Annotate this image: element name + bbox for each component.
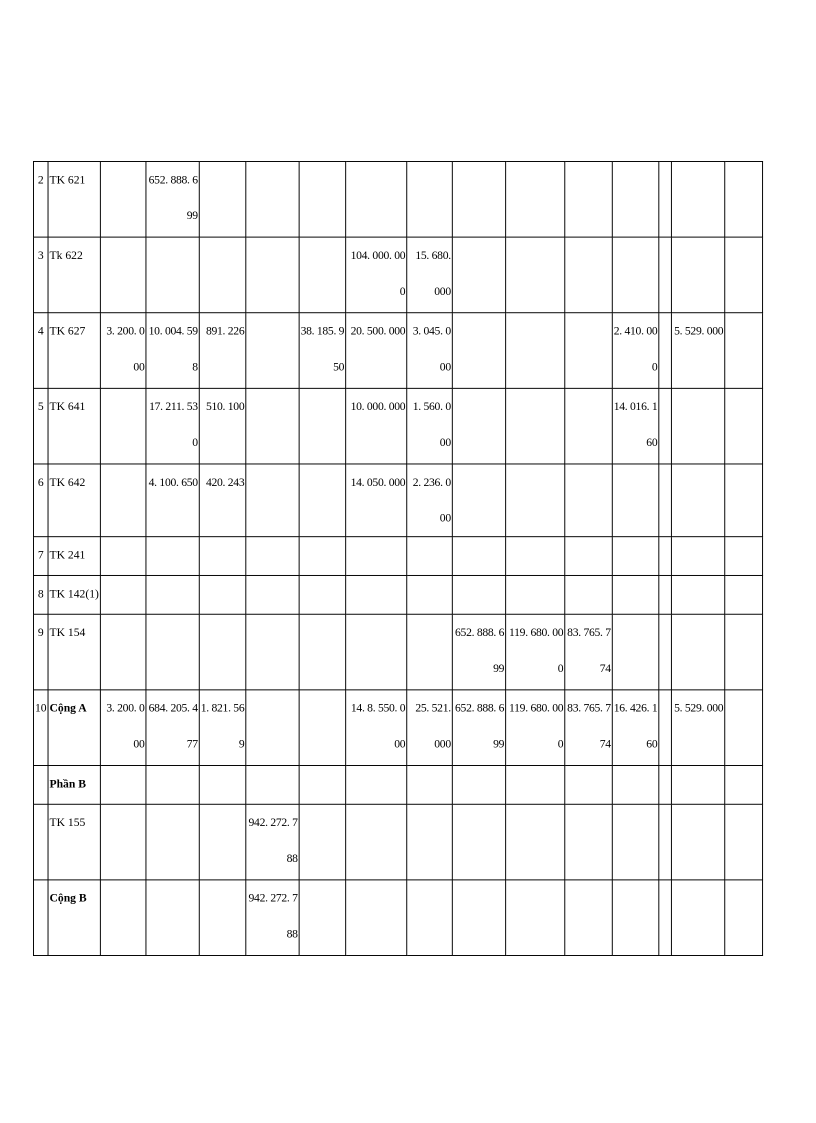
amount-cell [100,161,146,237]
amount-cell [246,690,299,766]
amount-cell [659,880,672,956]
row-number-cell: 10 [33,690,48,766]
amount-cell [246,388,299,464]
amount-cell [452,161,505,237]
amount-cell [452,804,505,880]
amount-cell [659,464,672,537]
amount-cell [407,804,453,880]
amount-cell [725,313,763,389]
table-row [33,388,762,464]
amount-cell [659,575,672,614]
amount-cell [346,537,407,576]
amount-cell [671,765,724,804]
amount-cell [146,614,199,690]
amount-cell: 83. 765. 774 [565,690,613,766]
amount-cell [199,880,246,956]
amount-cell [199,537,246,576]
amount-cell [146,804,199,880]
amount-cell [346,614,407,690]
amount-cell [671,237,724,313]
amount-cell: 3. 045. 000 [407,313,453,389]
amount-cell [506,880,565,956]
amount-cell [612,575,659,614]
account-cell: Tk 622 [48,237,100,313]
amount-cell [299,804,346,880]
amount-cell [506,804,565,880]
amount-cell [146,237,199,313]
amount-cell: 942. 272. 788 [246,880,299,956]
account-cell: TK 627 [48,313,100,389]
table-row [33,537,762,576]
table-row [33,880,762,956]
amount-cell [671,464,724,537]
amount-cell [612,537,659,576]
amount-cell [659,388,672,464]
amount-cell [100,388,146,464]
amount-cell: 20. 500. 000 [346,313,407,389]
amount-cell [199,237,246,313]
amount-cell [565,765,613,804]
amount-cell: 25. 521. 000 [407,690,453,766]
row-number-cell: 5 [33,388,48,464]
amount-cell [671,614,724,690]
amount-cell [100,237,146,313]
amount-cell: 10. 000. 000 [346,388,407,464]
amount-cell [612,614,659,690]
amount-cell [100,804,146,880]
amount-cell: 2. 236. 000 [407,464,453,537]
amount-cell [100,614,146,690]
amount-cell [246,161,299,237]
amount-cell [612,804,659,880]
amount-cell [246,537,299,576]
amount-cell: 5. 529. 000 [671,313,724,389]
amount-cell [612,464,659,537]
amount-cell [671,161,724,237]
allocation-table [33,161,763,956]
row-number-cell [33,880,48,956]
amount-cell [725,237,763,313]
amount-cell [199,614,246,690]
amount-cell [565,880,613,956]
amount-cell: 1. 821. 569 [199,690,246,766]
account-cell: TK 142(1) [48,575,100,614]
amount-cell [452,237,505,313]
amount-cell: 14. 8. 550. 000 [346,690,407,766]
amount-cell [565,313,613,389]
amount-cell: 510. 100 [199,388,246,464]
amount-cell [146,880,199,956]
amount-cell [659,765,672,804]
amount-cell [452,537,505,576]
row-number-cell [33,804,48,880]
amount-cell [506,237,565,313]
amount-cell [565,464,613,537]
table-row [33,237,762,313]
amount-cell [246,575,299,614]
amount-cell [299,464,346,537]
table-row [33,690,762,766]
amount-cell [506,464,565,537]
amount-cell [452,464,505,537]
amount-cell [346,880,407,956]
amount-cell [506,161,565,237]
account-cell: TK 642 [48,464,100,537]
amount-cell [565,804,613,880]
amount-cell [671,388,724,464]
row-number-cell: 3 [33,237,48,313]
amount-cell [146,537,199,576]
amount-cell [725,690,763,766]
amount-cell [506,575,565,614]
amount-cell [346,161,407,237]
amount-cell [299,880,346,956]
amount-cell [299,537,346,576]
amount-cell [725,575,763,614]
amount-cell [452,575,505,614]
table-row [33,765,762,804]
amount-cell [146,765,199,804]
amount-cell: 119. 680. 000 [506,614,565,690]
amount-cell: 942. 272. 788 [246,804,299,880]
table-row [33,161,762,237]
amount-cell: 3. 200. 000 [100,690,146,766]
amount-cell [565,388,613,464]
row-number-cell: 8 [33,575,48,614]
amount-cell: 15. 680. 000 [407,237,453,313]
amount-cell [671,804,724,880]
amount-cell [725,464,763,537]
account-cell: TK 241 [48,537,100,576]
amount-cell [299,690,346,766]
amount-cell [299,388,346,464]
amount-cell [299,161,346,237]
amount-cell [671,880,724,956]
amount-cell [659,614,672,690]
row-number-cell: 2 [33,161,48,237]
row-number-cell: 6 [33,464,48,537]
amount-cell [199,804,246,880]
amount-cell [246,464,299,537]
amount-cell [725,537,763,576]
amount-cell [452,388,505,464]
amount-cell [506,313,565,389]
amount-cell: 17. 211. 530 [146,388,199,464]
amount-cell [671,575,724,614]
amount-cell [659,313,672,389]
amount-cell [407,537,453,576]
amount-cell [659,804,672,880]
amount-cell: 1. 560. 000 [407,388,453,464]
amount-cell [199,765,246,804]
amount-cell [452,880,505,956]
amount-cell [346,804,407,880]
amount-cell [346,575,407,614]
amount-cell: 14. 016. 160 [612,388,659,464]
amount-cell [659,161,672,237]
account-cell: Cộng B [48,880,100,956]
row-number-cell [33,765,48,804]
amount-cell: 652. 888. 699 [146,161,199,237]
amount-cell [725,388,763,464]
account-cell: Phần B [48,765,100,804]
amount-cell [199,575,246,614]
amount-cell [565,575,613,614]
table-row [33,614,762,690]
amount-cell [725,765,763,804]
amount-cell [659,237,672,313]
amount-cell: 420. 243 [199,464,246,537]
amount-cell: 684. 205. 477 [146,690,199,766]
table-row [33,575,762,614]
amount-cell [452,765,505,804]
amount-cell: 38. 185. 950 [299,313,346,389]
amount-cell: 14. 050. 000 [346,464,407,537]
amount-cell: 2. 410. 000 [612,313,659,389]
account-cell: TK 621 [48,161,100,237]
amount-cell: 16. 426. 160 [612,690,659,766]
amount-cell [612,880,659,956]
amount-cell [565,161,613,237]
amount-cell [100,537,146,576]
amount-cell: 652. 888. 699 [452,690,505,766]
amount-cell [671,537,724,576]
amount-cell: 3. 200. 000 [100,313,146,389]
amount-cell [246,614,299,690]
table-row [33,804,762,880]
amount-cell [565,237,613,313]
amount-cell [565,537,613,576]
account-cell: TK 155 [48,804,100,880]
amount-cell [725,614,763,690]
amount-cell: 652. 888. 699 [452,614,505,690]
amount-cell [146,575,199,614]
amount-cell [407,880,453,956]
amount-cell [612,161,659,237]
amount-cell: 891. 226 [199,313,246,389]
amount-cell [725,804,763,880]
account-cell: Cộng A [48,690,100,766]
amount-cell [612,237,659,313]
amount-cell [346,765,407,804]
amount-cell: 4. 100. 650 [146,464,199,537]
amount-cell [100,880,146,956]
amount-cell [246,237,299,313]
amount-cell: 83. 765. 774 [565,614,613,690]
amount-cell [407,161,453,237]
amount-cell [407,765,453,804]
amount-cell: 119. 680. 000 [506,690,565,766]
amount-cell [100,575,146,614]
amount-cell [299,237,346,313]
amount-cell [452,313,505,389]
amount-cell [299,575,346,614]
table-row [33,313,762,389]
amount-cell [506,537,565,576]
amount-cell [659,537,672,576]
amount-cell [100,765,146,804]
account-cell: TK 154 [48,614,100,690]
amount-cell [299,765,346,804]
amount-cell [199,161,246,237]
amount-cell: 5. 529. 000 [671,690,724,766]
amount-cell: 104. 000. 000 [346,237,407,313]
amount-cell [407,575,453,614]
amount-cell [506,765,565,804]
amount-cell [299,614,346,690]
row-number-cell: 7 [33,537,48,576]
amount-cell: 10. 004. 598 [146,313,199,389]
amount-cell [612,765,659,804]
amount-cell [246,313,299,389]
amount-cell [725,880,763,956]
amount-cell [100,464,146,537]
amount-cell [659,690,672,766]
amount-cell [506,388,565,464]
account-cell: TK 641 [48,388,100,464]
row-number-cell: 4 [33,313,48,389]
amount-cell [246,765,299,804]
table-row [33,464,762,537]
amount-cell [407,614,453,690]
amount-cell [725,161,763,237]
row-number-cell: 9 [33,614,48,690]
